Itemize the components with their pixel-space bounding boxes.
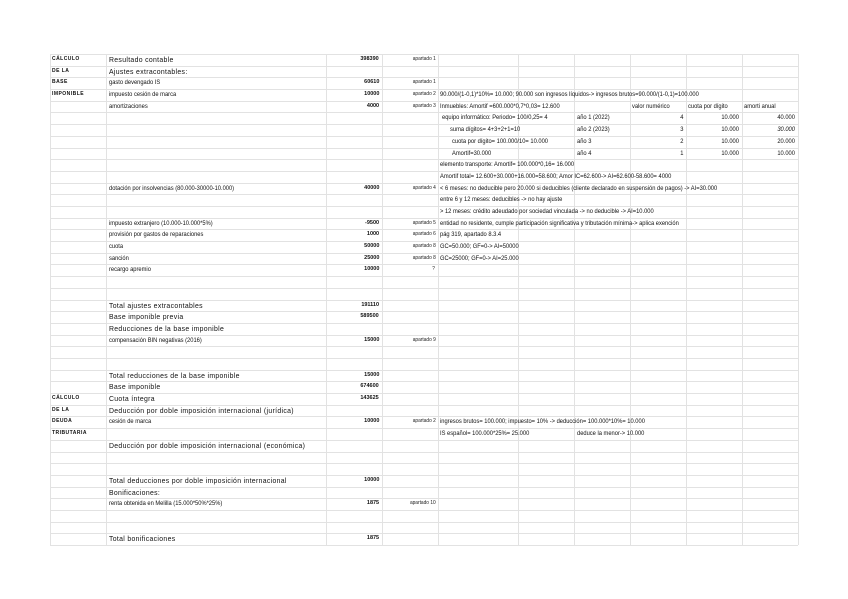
row-label[interactable]: Bonificaciones: [109,487,161,497]
row-label[interactable]: impuesto cesión de marca [109,91,177,99]
section-label[interactable]: CÁLCULO [52,56,80,62]
row-label[interactable]: Deducción por doble imposición internacional (jurídica) [109,405,294,415]
row-label[interactable]: gasto devengado IS [109,79,161,87]
reference-cell[interactable]: apartado 1 [412,79,436,86]
amount-cell[interactable]: 1875 [366,535,379,542]
row-label[interactable]: dotación por insolvencias (80.000-30000-10.000) [109,184,235,192]
note-cell[interactable]: ? [432,266,435,273]
row-label[interactable]: provisión por gastos de reparaciones [109,231,204,239]
row-label[interactable]: Base imponible previa [109,312,184,322]
numeric-value-cell[interactable]: 2 [679,137,683,145]
row-label[interactable]: amortizaciones [109,102,148,110]
grid-line-vertical [798,54,799,545]
amount-cell[interactable]: 15000 [363,336,379,343]
grid-line-vertical [574,54,575,545]
amount-cell[interactable]: 10000 [363,91,379,98]
grid-line-vertical [686,54,687,545]
explanation-cell[interactable]: GC=50.000; GF=0-> AI=50000 [440,243,519,250]
row-label[interactable]: Reducciones de la base imponible [109,323,225,333]
annual-amortization-cell[interactable]: 30.000 [777,126,795,134]
amount-cell[interactable]: 10000 [363,476,379,483]
explanation-cell[interactable]: equipo informático: Periodo= 100/0,25= 4 [442,114,548,122]
row-label[interactable]: impuesto extranjero (10.000-10.000*5%) [109,219,213,227]
amount-cell[interactable]: 25000 [363,254,379,261]
explanation-cell[interactable]: elemento transporte: Amortif= 100.000*0,16= 16.000 [440,161,575,169]
explanation-cell[interactable]: Amortif=30.000 [452,149,492,157]
year-cell[interactable]: año 4 [577,149,592,157]
row-label[interactable]: compensación BIN negativas (2016) [109,336,202,344]
amount-cell[interactable]: 50000 [363,243,379,249]
reference-cell[interactable]: apartado 2 [412,418,436,425]
row-label[interactable]: sanción [109,254,129,262]
row-label[interactable]: Total ajustes extracontables [109,300,203,310]
section-label[interactable]: DE LA [52,67,70,74]
explanation-cell[interactable]: entre 6 y 12 meses: deducibles -> no hay ajuste [440,196,563,204]
grid-line-vertical [742,54,743,545]
row-label[interactable]: Total bonificaciones [109,534,176,544]
reference-cell[interactable]: apartado 10 [410,500,436,507]
amount-cell[interactable]: 398390 [360,56,379,62]
grid-line-vertical [382,54,383,545]
section-label[interactable]: TRIBUTARIA [52,430,87,437]
section-label[interactable]: CÁLCULO [52,395,80,401]
reference-cell[interactable]: apartado 3 [412,102,436,109]
amount-cell[interactable]: 1000 [366,231,379,238]
section-label[interactable]: IMPONIBLE [52,91,85,98]
year-cell[interactable]: año 2 (2023) [577,126,610,134]
amount-cell[interactable]: 191110 [361,301,379,308]
quota-cell[interactable]: 10.000 [721,137,739,145]
explanation-cell[interactable]: Amortif total= 12.600+30.000+16.000=58.600; Amor IC=62.600-> AI=62.600-58.600= 4000 [440,172,672,180]
numeric-value-cell[interactable]: 4 [679,114,683,122]
grid-line-vertical [630,54,631,545]
explanation-cell[interactable]: 90.000/(1-0,1)*10%= 10.000; 90.000 son ingresos líquidos-> ingresos brutos=90.000/(1-0,1)=100.000 [440,91,699,99]
row-label[interactable]: Base imponible [109,382,161,392]
annual-amortization-cell[interactable]: 40.000 [777,114,795,122]
explanation-cell[interactable]: entidad no residente, cumple participación significativa y tributación mínima-> aplica exención [440,219,679,227]
year-cell[interactable]: deduce la menor-> 10.000 [577,430,645,438]
explanation-cell[interactable]: pág 319, apartado 8.3.4 [440,231,502,239]
amount-cell[interactable]: 589500 [360,313,379,320]
grid-line-horizontal [50,545,798,546]
header-cell[interactable]: amorti anual [744,102,776,110]
reference-cell[interactable]: apartado 9 [412,336,436,343]
quota-cell[interactable]: 10.000 [721,114,739,122]
explanation-cell[interactable]: < 6 meses: no deducible pero 20.000 si deducibles (cliente declarado en suspensión de pagos) -> AI=30.000 [440,184,718,192]
grid-line-vertical [326,54,327,545]
amount-cell[interactable]: 10000 [363,266,379,273]
row-label[interactable]: cuota [109,243,124,250]
row-label[interactable]: Total reducciones de la base imponible [109,370,240,380]
year-cell[interactable]: año 3 [577,137,592,145]
row-label[interactable]: Cuota íntegra [109,394,155,403]
reference-cell[interactable]: apartado 4 [412,184,436,191]
explanation-cell[interactable]: Inmuebles: Amortif =600.000*0,7*0,03= 12.600 [440,102,560,110]
grid-line-vertical [106,54,107,545]
quota-cell[interactable]: 10.000 [721,149,739,157]
row-label[interactable]: recargo apremio [109,266,151,274]
section-label[interactable]: BASE [52,79,68,86]
section-label[interactable]: DEUDA [52,418,73,425]
reference-cell[interactable]: apartado 1 [412,56,436,62]
explanation-cell[interactable]: suma dígitos= 4+3+2+1=10 [450,126,521,134]
amount-cell[interactable]: 1875 [366,500,379,507]
row-label[interactable]: Resultado contable [109,55,174,64]
amount-cell[interactable]: 10000 [363,418,379,425]
explanation-cell[interactable]: GC=25000; GF=0-> AI=25.000 [440,254,519,262]
amount-cell[interactable]: 15000 [363,371,379,378]
annual-amortization-cell[interactable]: 10.000 [777,149,795,157]
amount-cell[interactable]: 143625 [360,395,379,401]
amount-cell[interactable]: 4000 [366,102,379,109]
amount-cell[interactable]: 60610 [363,79,379,86]
reference-cell[interactable]: apartado 5 [412,219,436,226]
reference-cell[interactable]: apartado 8 [412,254,436,261]
grid-line-vertical [438,54,439,545]
amount-cell[interactable]: 674600 [360,383,379,390]
header-cell[interactable]: valor numérico [632,102,670,110]
reference-cell[interactable]: apartado 2 [412,91,436,98]
explanation-cell[interactable]: cuota por dígito= 100.000/10= 10.000 [452,137,548,145]
row-label[interactable]: cesión de marca [109,418,152,426]
quota-cell[interactable]: 10.000 [721,126,739,134]
row-label[interactable]: Total deducciones por doble imposición internacional [109,475,287,485]
reference-cell[interactable]: apartado 8 [412,243,436,249]
grid-line-vertical [50,54,51,545]
annual-amortization-cell[interactable]: 20.000 [777,137,795,145]
section-label[interactable]: DE LA [52,406,70,413]
reference-cell[interactable]: apartado 6 [412,231,436,238]
explanation-cell[interactable]: IS español= 100.000*25%= 25.000 [440,430,530,438]
numeric-value-cell[interactable]: 1 [679,149,683,157]
row-label[interactable]: Deducción por doble imposición internacional (económica) [109,440,306,450]
explanation-cell[interactable]: > 12 meses: crédito adeudado por sociedad vinculada -> no deducible -> AI=10.000 [440,208,654,215]
row-label[interactable]: renta obtenida en Melilla (15.000*50%*25%) [109,500,223,508]
amount-cell[interactable]: 40000 [363,184,379,191]
explanation-cell[interactable]: ingresos brutos= 100.000; impuesto= 10% -> deducción= 100.000*10%= 10.000 [440,418,645,426]
header-cell[interactable]: cuota por dígito [688,102,728,110]
numeric-value-cell[interactable]: 3 [679,126,683,134]
year-cell[interactable]: año 1 (2022) [577,114,610,122]
amount-cell[interactable]: -9500 [364,219,379,226]
row-label[interactable]: Ajustes extracontables: [109,66,188,76]
